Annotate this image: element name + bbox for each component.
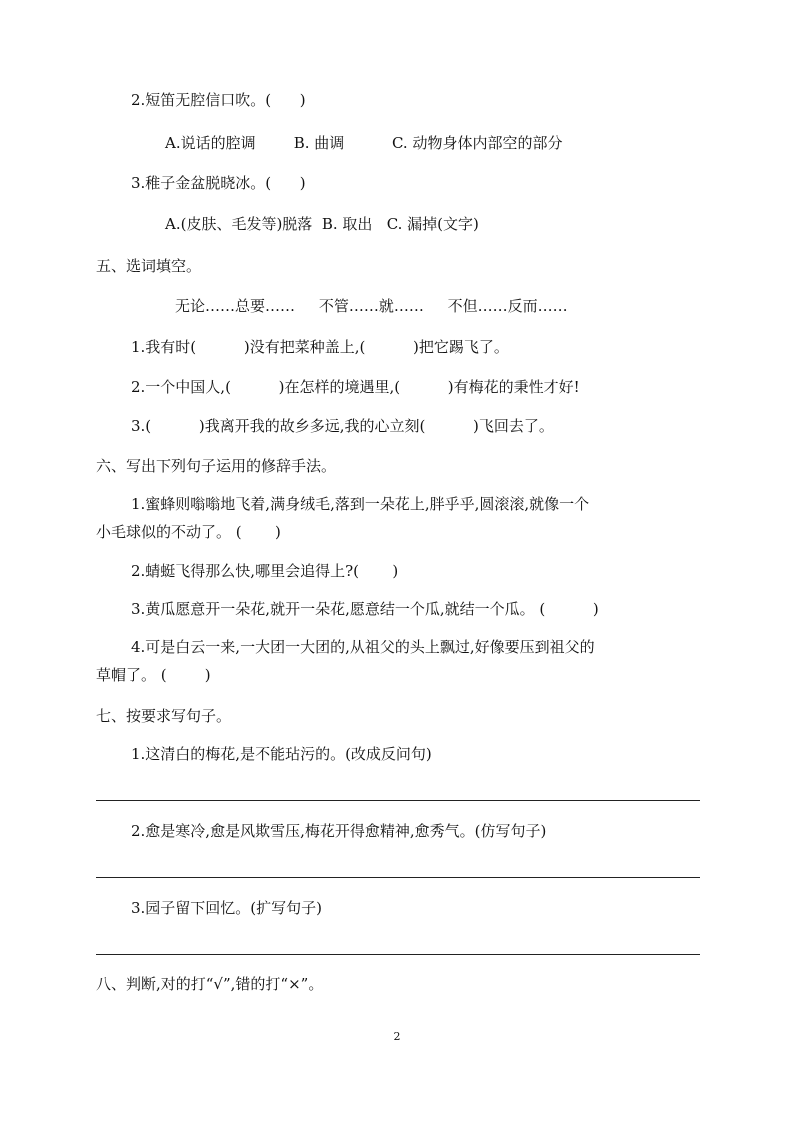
section6-item1-line2: 小毛球似的不动了。 ( ) [96, 523, 281, 541]
section5-item-2: 2.一个中国人,( )在怎样的境遇里,( )有梅花的秉性才好! [131, 378, 580, 396]
section7-item-3: 3.园子留下回忆。(扩写句子) [131, 899, 323, 917]
page-number: 2 [393, 1030, 401, 1043]
q4-item3-options: A.(皮肤、毛发等)脱落 B. 取出 C. 漏掉(文字) [165, 215, 479, 233]
section5-item-1: 1.我有时( )没有把菜种盖上,( )把它踢飞了。 [131, 338, 509, 356]
q4-item2-text: 2.短笛无腔信口吹。( ) [131, 91, 306, 109]
section5-item-3: 3.( )我离开我的故乡多远,我的心立刻( )飞回去了。 [131, 417, 554, 435]
section5-heading: 五、选词填空。 [96, 257, 202, 275]
section6-item4-line1: 4.可是白云一来,一大团一大团的,从祖父的头上飘过,好像要压到祖父的 [131, 638, 595, 656]
section6-item2: 2.蜻蜓飞得那么快,哪里会追得上?( ) [131, 562, 399, 580]
section7-item-2: 2.愈是寒冷,愈是风欺雪压,梅花开得愈精神,愈秀气。(仿写句子) [131, 822, 547, 840]
answer-line-2 [96, 877, 700, 878]
q4-item2-options: A.说话的腔调 B. 曲调 C. 动物身体内部空的部分 [165, 134, 563, 152]
q4-item3-text: 3.稚子金盆脱晓冰。( ) [131, 174, 306, 192]
section6-item3: 3.黄瓜愿意开一朵花,就开一朵花,愿意结一个瓜,就结一个瓜。 ( ) [131, 600, 599, 618]
section6-heading: 六、写出下列句子运用的修辞手法。 [96, 457, 337, 475]
section8-heading: 八、判断,对的打“√”,错的打“×”。 [96, 975, 324, 993]
answer-line-3 [96, 954, 700, 955]
answer-line-1 [96, 800, 700, 801]
section6-item1-line1: 1.蜜蜂则嗡嗡地飞着,满身绒毛,落到一朵花上,胖乎乎,圆滚滚,就像一个 [131, 495, 590, 513]
section6-item4-line2: 草帽了。 ( ) [96, 666, 211, 684]
section7-heading: 七、按要求写句子。 [96, 707, 232, 725]
section7-item-1: 1.这清白的梅花,是不能玷污的。(改成反问句) [131, 745, 432, 763]
section5-word-bank: 无论……总要…… 不管……就…… 不但……反而…… [175, 297, 568, 315]
